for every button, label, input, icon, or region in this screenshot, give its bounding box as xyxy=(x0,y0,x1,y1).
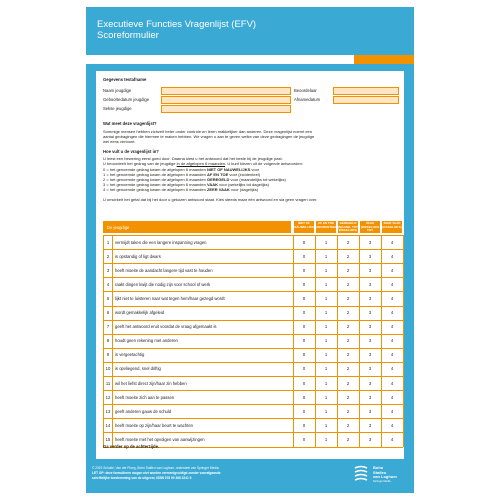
score-option-2[interactable]: 2 xyxy=(346,281,350,287)
score-option-0[interactable]: 0 xyxy=(302,253,306,259)
row-number: 4 xyxy=(106,281,110,287)
instr-line2-underlined: in de afgelopen 6 maanden xyxy=(176,161,226,166)
table-row-line xyxy=(103,249,403,250)
field-label-date: Afnamedatum xyxy=(294,97,321,102)
column-header-4: ZEER VAAK (DAGELIJKS) xyxy=(382,221,402,233)
row-number: 10 xyxy=(105,366,111,372)
score-option-2[interactable]: 2 xyxy=(346,239,350,245)
table-row-line xyxy=(103,263,403,264)
publisher-line-1: Bohn xyxy=(373,465,384,470)
score-option-2[interactable]: 2 xyxy=(346,422,350,428)
item-text: heeft moeite de aandacht langere tijd vast te houden xyxy=(115,267,213,273)
field-label-rater: Beoordelaar xyxy=(294,88,317,93)
section-title: Gegevens testafname xyxy=(103,77,147,82)
score-option-4[interactable]: 4 xyxy=(390,422,394,428)
score-option-0[interactable]: 0 xyxy=(302,366,306,372)
table-row-line xyxy=(103,404,403,405)
instructions-line-1: U leest een bewering eerst goed door. Daarna kiest u het antwoord dat het beste bij de jeugdige past. xyxy=(103,156,283,161)
score-option-2[interactable]: 2 xyxy=(346,267,350,273)
score-option-2[interactable]: 2 xyxy=(346,352,350,358)
score-option-3[interactable]: 3 xyxy=(368,267,372,273)
score-option-0[interactable]: 0 xyxy=(302,422,306,428)
score-option-1[interactable]: 1 xyxy=(324,436,328,442)
table-row-line xyxy=(103,291,403,292)
score-option-1[interactable]: 1 xyxy=(324,324,328,330)
field-label-dob: Geboortedatum jeugdige xyxy=(103,97,150,102)
table-row-line xyxy=(103,277,403,278)
score-option-4[interactable]: 4 xyxy=(390,394,394,400)
row-number: 6 xyxy=(106,310,110,315)
row-number: 7 xyxy=(106,324,110,330)
score-option-2[interactable]: 2 xyxy=(346,366,350,372)
score-option-3[interactable]: 3 xyxy=(368,394,372,400)
score-option-0[interactable]: 0 xyxy=(302,324,306,330)
score-option-1[interactable]: 1 xyxy=(324,380,328,386)
option-4-pre: 4 = het genoemde gedrag kwam de afgelopen 6 maanden xyxy=(103,187,207,192)
option-3-post: voor (wekelijks tot dagelijks) xyxy=(218,182,269,187)
row-number: 5 xyxy=(106,295,110,301)
item-text: geeft het antwoord eruit voordat de vraag afgemaakt is xyxy=(115,324,217,330)
score-option-2[interactable]: 2 xyxy=(346,394,350,400)
score-option-3[interactable]: 3 xyxy=(368,281,372,287)
column-header-2: GEREGELD (MAAND. TOT WEKELIJKS) xyxy=(338,221,358,232)
option-4-bold: ZEER VAAK xyxy=(206,187,230,192)
score-option-4[interactable]: 4 xyxy=(390,267,394,273)
score-option-1[interactable]: 1 xyxy=(324,281,328,287)
score-option-0[interactable]: 0 xyxy=(302,295,306,301)
row-number: 3 xyxy=(106,267,110,273)
footer-notice-2: schriftelijke toestemming van de uitgever, ISBN 978 90 368 2241 5 xyxy=(92,476,192,480)
table-row-line xyxy=(103,320,403,321)
option-2-bold: GEREGELD xyxy=(206,177,230,182)
table-row-line xyxy=(103,334,403,335)
score-option-4[interactable]: 4 xyxy=(390,338,394,344)
row-number: 12 xyxy=(105,394,111,400)
option-1-bold: AF EN TOE xyxy=(206,172,229,177)
footer-notice-1: LET OP: deze formulieren mogen niet worden vermenigvuldigd zonder voorafgaande xyxy=(92,471,221,475)
score-option-4[interactable]: 4 xyxy=(390,253,394,259)
score-option-4[interactable]: 4 xyxy=(390,324,394,330)
table-header-bar xyxy=(103,221,291,233)
row-number: 14 xyxy=(105,422,111,428)
option-0-post: voor xyxy=(250,167,260,172)
score-option-4[interactable]: 4 xyxy=(390,239,394,245)
score-option-3[interactable]: 3 xyxy=(368,422,372,428)
instr-line2-a: U beoordeelt het gedrag van de jeugdige xyxy=(103,161,177,166)
column-header-1: AF EN TOE (INCIDENTEEL) xyxy=(316,221,336,233)
score-option-3[interactable]: 3 xyxy=(368,239,372,245)
row-number: 13 xyxy=(105,408,111,414)
item-text: is opstandig of ligt dwars xyxy=(115,253,161,259)
score-option-3[interactable]: 3 xyxy=(368,310,372,315)
score-option-1[interactable]: 1 xyxy=(324,394,328,400)
option-4-post: voor (dagelijks) xyxy=(229,187,259,192)
score-option-1[interactable]: 1 xyxy=(324,239,328,245)
option-3-pre: 3 = het genoemde gedrag kwam de afgelopen 6 maanden xyxy=(103,182,207,187)
score-option-1[interactable]: 1 xyxy=(324,352,328,358)
item-text: wordt gemakkelijk afgeleid xyxy=(115,310,165,315)
publisher-name xyxy=(373,466,397,484)
instr-line2-b: . U kunt kiezen uit de volgende antwoorden: xyxy=(225,161,303,166)
score-option-3[interactable]: 3 xyxy=(368,338,372,344)
option-1-pre: 1 = het genoemde gedrag kwam de afgelopen 6 maanden xyxy=(103,172,207,177)
item-table xyxy=(96,71,404,459)
score-option-4[interactable]: 4 xyxy=(390,295,394,301)
table-border-right xyxy=(403,235,404,447)
score-option-0[interactable]: 0 xyxy=(302,267,306,273)
score-option-0[interactable]: 0 xyxy=(302,394,306,400)
score-option-3[interactable]: 3 xyxy=(368,324,372,330)
score-option-3[interactable]: 3 xyxy=(368,295,372,301)
option-2-pre: 2 = het genoemde gedrag kwam de afgelopen 6 maanden xyxy=(103,177,207,182)
score-option-4[interactable]: 4 xyxy=(390,310,394,315)
form-title xyxy=(97,19,256,41)
score-option-4[interactable]: 4 xyxy=(390,380,394,386)
item-text: vermijdt taken die een langere inspanning vragen xyxy=(115,239,207,245)
field-label-sex: Sekse jeugdige xyxy=(103,106,132,111)
score-option-4[interactable]: 4 xyxy=(390,436,394,442)
form-paper xyxy=(96,71,404,459)
score-option-0[interactable]: 0 xyxy=(302,352,306,358)
item-text: is vergeetachtig xyxy=(115,352,145,358)
row-number: 8 xyxy=(106,338,110,344)
column-header-3: VAAK (WEKELIJKS TOT DAGELIJKS) xyxy=(360,221,380,236)
score-option-1[interactable]: 1 xyxy=(324,267,328,273)
option-0-bold: NIET OF NAUWELIJKS xyxy=(206,167,251,172)
score-option-0[interactable]: 0 xyxy=(302,436,306,442)
option-3-bold: VAAK xyxy=(206,182,219,187)
score-option-3[interactable]: 3 xyxy=(368,352,372,358)
table-row-line xyxy=(103,362,403,363)
field-label-name: Naam jeugdige xyxy=(103,88,132,93)
table-row-line xyxy=(103,235,403,236)
table-row-line xyxy=(103,376,403,377)
footer-copyright: © 2019 Scholte, Van der Ploeg, Bohn Stafleu van Loghum, onderdeel van Springer Media. xyxy=(92,466,220,470)
item-text: houdt geen rekening met anderen xyxy=(115,338,178,344)
score-option-4[interactable]: 4 xyxy=(390,366,394,372)
score-option-1[interactable]: 1 xyxy=(324,310,328,315)
score-option-1[interactable]: 1 xyxy=(324,422,328,428)
item-text: is opvliegend, snel driftig xyxy=(115,366,161,372)
score-option-2[interactable]: 2 xyxy=(346,324,350,330)
item-text: heeft moeite zich aan te passen xyxy=(115,394,175,400)
score-option-0[interactable]: 0 xyxy=(302,310,306,315)
score-form-sheet xyxy=(86,7,414,493)
score-option-2[interactable]: 2 xyxy=(346,408,350,414)
score-option-4[interactable]: 4 xyxy=(390,408,394,414)
table-row-line xyxy=(103,306,403,307)
score-option-4[interactable]: 4 xyxy=(390,281,394,287)
score-option-3[interactable]: 3 xyxy=(368,436,372,442)
table-num-divider xyxy=(112,235,113,447)
white-strip xyxy=(86,55,354,64)
intro-heading: Wat meet deze vragenlijst? xyxy=(103,121,157,126)
score-option-4[interactable]: 4 xyxy=(390,352,394,358)
publisher-line-4: Springer Media xyxy=(373,479,391,483)
item-text: heeft moeite op zijn/haar beurt te wachten xyxy=(115,422,193,428)
title-line-2: Scoreformulier xyxy=(97,30,159,41)
option-0-pre: 0 = het genoemde gedrag kwam de afgelopen 6 maanden xyxy=(103,167,207,172)
score-option-3[interactable]: 3 xyxy=(368,408,372,414)
column-header-0: NIET OF NAUWELIJKS xyxy=(294,221,314,233)
score-option-2[interactable]: 2 xyxy=(346,295,350,301)
item-text: wil het liefst direct zijn/haar zin hebben xyxy=(115,380,187,386)
circle-instruction: U omcirkelt het getal dat bij het door u gekozen antwoord staat. Kies steeds maar één antwoord en sla geen vragen over. xyxy=(103,197,318,202)
score-option-1[interactable]: 1 xyxy=(324,366,328,372)
table-row-line xyxy=(103,348,403,349)
score-option-0[interactable]: 0 xyxy=(302,239,306,245)
title-line-1: Executieve Functies Vragenlijst (EFV) xyxy=(97,19,257,30)
table-row-line xyxy=(103,432,403,433)
score-option-1[interactable]: 1 xyxy=(324,408,328,414)
item-text: raakt dingen kwijt die nodig zijn voor school of werk xyxy=(115,281,211,287)
publisher-logo-icon xyxy=(353,465,369,483)
row-number: 11 xyxy=(105,380,111,386)
publisher-line-2: Stafleu xyxy=(373,469,387,475)
score-option-1[interactable]: 1 xyxy=(324,253,328,259)
item-text: heeft moeite met het opvolgen van aanwijzingen xyxy=(115,436,205,442)
table-row-line xyxy=(103,390,403,391)
score-option-3[interactable]: 3 xyxy=(368,253,372,259)
intro-line-1: Sommige mensen hebben zichzelf beter onder controle en leren makkelijker dan anderen. Deze vragenlijst noemt een xyxy=(103,129,313,134)
row-number: 15 xyxy=(105,436,111,442)
score-option-3[interactable]: 3 xyxy=(368,380,372,386)
item-text: geeft anderen gauw de schuld xyxy=(115,408,172,414)
score-option-2[interactable]: 2 xyxy=(346,380,350,386)
row-number: 9 xyxy=(106,352,110,358)
table-header-label: De jeugdige xyxy=(107,225,130,230)
table-row-line xyxy=(103,418,403,419)
intro-line-2: aantal gedragingen die hiermee te maken hebben. We vragen u aan te geven welke van deze gedragingen de jeugdige xyxy=(103,134,315,139)
score-option-3[interactable]: 3 xyxy=(368,366,372,372)
score-option-2[interactable]: 2 xyxy=(346,338,350,344)
row-number: 2 xyxy=(106,253,110,259)
continue-note: Ga verder op de achterzijde. xyxy=(103,444,160,449)
intro-line-3: wel eens vertoont. xyxy=(103,139,136,144)
option-1-post: voor (incidenteel) xyxy=(228,172,261,177)
score-option-0[interactable]: 0 xyxy=(302,281,306,287)
instructions-heading: Hoe vult u de vragenlijst in? xyxy=(103,149,159,154)
score-option-2[interactable]: 2 xyxy=(346,436,350,442)
score-option-0[interactable]: 0 xyxy=(302,380,306,386)
item-text: lijkt niet te luisteren naar wat tegen hem/haar gezegd wordt xyxy=(115,295,225,301)
score-option-1[interactable]: 1 xyxy=(324,338,328,344)
score-option-2[interactable]: 2 xyxy=(346,253,350,259)
score-option-1[interactable]: 1 xyxy=(324,295,328,301)
score-option-0[interactable]: 0 xyxy=(302,338,306,344)
row-number: 1 xyxy=(106,239,110,245)
option-2-post: voor (maandelijks tot wekelijks) xyxy=(229,177,286,182)
score-option-0[interactable]: 0 xyxy=(302,408,306,414)
publisher-line-3: van Loghum xyxy=(373,474,397,480)
score-option-2[interactable]: 2 xyxy=(346,310,350,315)
